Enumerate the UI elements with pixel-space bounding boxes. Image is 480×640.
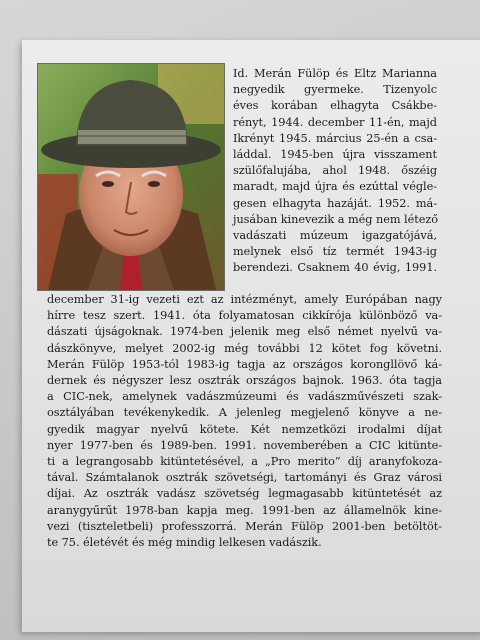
intro-line: gesen elhagyta hazáját. 1952. má- xyxy=(233,196,437,210)
intro-paragraph xyxy=(233,66,437,277)
intro-line: jusában kinevezik a még nem létező xyxy=(233,212,439,226)
intro-line: berendezi. Csaknem 40 évig, 1991. xyxy=(233,261,437,275)
intro-line: szülőfalujába, ahol 1948. őszéig xyxy=(233,164,437,178)
intro-line: láddal. 1945-ben újra visszament xyxy=(233,148,437,162)
main-line: te 75. életévét és még mindig lelkesen vadászik. xyxy=(47,536,322,550)
main-line: tával. Számtalanok osztrák szövetségi, tartományi és Graz városi xyxy=(47,471,442,485)
main-line: hírre tesz szert. 1941. óta folyamatosan cikkírója különböző va- xyxy=(47,309,442,323)
main-line: dászati újságoknak. 1974-ben jelenik meg első német nyelvű va- xyxy=(47,325,442,339)
intro-line: negyedik gyermeke. Tizenyolc xyxy=(233,83,437,97)
main-line: osztályában tevékenykedik. A jelenleg megjelenő könyve a ne- xyxy=(47,406,442,420)
main-line: vezi (tiszteletbeli) professzorrá. Merán Fülöp 2001-ben betöltöt- xyxy=(47,519,442,533)
main-line: ti a legrangosabb kitüntetésével, a „Pro merito” díj aranyfokoza- xyxy=(47,455,442,469)
main-line: nyer 1977-ben és 1989-ben. 1991. novemberében a CIC kitünte- xyxy=(47,438,442,452)
main-line: díjai. Az osztrák vadász szövetség legmagasabb kitüntetését az xyxy=(47,487,442,501)
intro-line: rényt, 1944. december 11-én, majd xyxy=(233,115,437,129)
author-photo xyxy=(37,63,225,291)
main-line: december 31-ig vezeti ezt az intézményt, amely Európában nagy xyxy=(47,293,442,306)
main-line: dászkönyve, melyet 2002-ig még további 12 kötet fog követni. xyxy=(47,341,442,355)
main-line: a CIC-nek, amelynek vadászmúzeumi és vadászművészeti szak- xyxy=(47,390,442,404)
main-paragraph xyxy=(47,292,442,551)
intro-line: éves korában elhagyta Csákbe- xyxy=(233,99,437,113)
intro-line: melynek első tíz termét 1943-ig xyxy=(233,245,437,259)
main-line: gyedik magyar nyelvű kötete. Két nemzetközi irodalmi díjat xyxy=(47,422,442,436)
main-line: aranygyűrűt 1978-ban kapja meg. 1991-ben az államelnök kine- xyxy=(47,503,442,517)
intro-line: Id. Merán Fülöp és Eltz Marianna xyxy=(233,67,437,80)
intro-line: Ikrényt 1945. március 25-én a csa- xyxy=(233,131,437,145)
main-line: dernek és négyszer lesz osztrák országos bajnok. 1963. óta tagja xyxy=(47,374,442,388)
main-line: Merán Fülöp 1953-tól 1983-ig tagja az országos korongllövő ká- xyxy=(47,357,442,371)
intro-line: maradt, majd újra és ezúttal végle- xyxy=(233,180,437,194)
intro-line: vadászati múzeum igazgatójává, xyxy=(233,229,437,243)
